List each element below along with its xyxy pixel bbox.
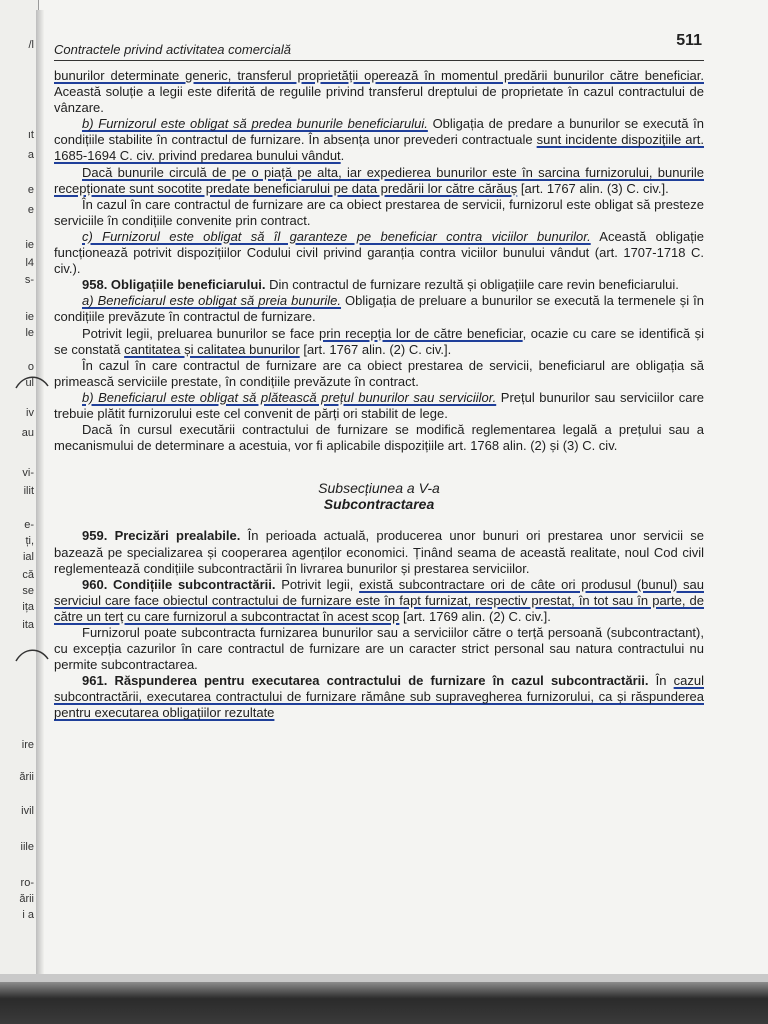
paragraph	[54, 277, 704, 293]
previous-page-edge	[0, 0, 39, 990]
paragraph-text: bunurilor determinate generic, transferul proprietății operează în momentul predării bunurilor către beneficiar.	[54, 68, 704, 83]
paragraphs-block-1	[54, 68, 704, 454]
paragraph-text: , ocazie cu care se identifică și se constată	[54, 325, 705, 357]
paragraph-text: b) Beneficiarul este obligat să plătească prețul bunurilor sau serviciilor.	[82, 389, 497, 405]
page-body	[54, 68, 704, 722]
paragraph-text: În	[648, 673, 674, 689]
paragraph	[54, 229, 704, 277]
section-heading-text: 959. Precizări prealabile.	[82, 528, 241, 544]
previous-page-fragment: /l	[28, 39, 34, 51]
paragraph-text: Furnizorul poate subcontracta furnizarea bunurilor sau a serviciilor către o terță persoană (subcontractant), cu excepția cazurilor în care contractul de furnizare are un caracter strict personal sau natura contractului nu permite subcontractarea.	[54, 625, 704, 673]
paragraph-text: [art. 1769 alin. (2) C. civ.].	[399, 608, 551, 624]
previous-page-fragment: a	[27, 149, 34, 161]
paragraph-text: sunt incidente dispozițiile art. 1685-1694 C. civ. privind predarea bunului vândut	[54, 132, 704, 164]
previous-page-fragment: ita	[22, 619, 34, 631]
header-rule	[54, 60, 704, 61]
previous-page-fragment: ița	[22, 601, 34, 613]
page-header	[54, 28, 704, 62]
previous-page-fragment: e	[27, 184, 34, 196]
paragraph	[54, 390, 704, 422]
paragraph	[54, 673, 704, 721]
paragraph-text: Potrivit legii, preluarea bunurilor se face	[82, 325, 319, 341]
scan-edge-dark	[0, 982, 768, 1024]
paragraph-text: .	[340, 148, 345, 164]
paragraph-text: b) Furnizorul este obligat să predea bunurile beneficiarului.	[82, 116, 428, 132]
previous-page-fragment: ire	[21, 739, 34, 751]
paragraph-text: [art. 1767 alin. (3) C. civ.].	[517, 180, 669, 196]
paragraph	[54, 197, 704, 229]
paragraph	[54, 165, 704, 197]
previous-page-fragment: se	[22, 585, 34, 597]
previous-page-fragment: ıt	[27, 129, 34, 141]
paragraph	[54, 293, 704, 325]
paragraph	[54, 528, 704, 576]
paragraph	[54, 422, 704, 454]
paragraph-text: În perioada actuală, producerea unor bunuri ori prestarea unor servicii se bazează pe specializarea și cooperarea agenților economici. Ținând seama de această realitate, noul Cod civil reglementează condițiile subcontractării în livrarea bunurilor și prestarea serviciilor.	[54, 528, 704, 576]
book-binding-shadow	[36, 10, 44, 980]
paragraph-text: În cazul în care contractul de furnizare are ca obiect prestarea de servicii, beneficiarul are obligația să primească serviciile prestate, în condițiile prevăzute în contract.	[54, 357, 704, 389]
paragraph-text: Prețul bunurilor sau serviciilor care trebuie plătit furnizorului este cel convenit de părți ori stabilit de lege.	[54, 389, 704, 421]
previous-page-fragment: iile	[20, 841, 34, 853]
paragraph-text: Dacă în cursul executării contractului de furnizare se modifică reglementarea legală a prețului sau a mecanismului de determinare a acestuia, vor fi aplicabile dispozițiile art. 1768 alin. (2) și (3) C. civ.	[54, 422, 704, 454]
paragraph-text: Această obligație funcționează potrivit dispozițiilor Codului civil privind garanția contra viciilor bunului vândut (art. 1707-1718 C. civ.).	[54, 228, 704, 277]
previous-page-fragment: ro-	[20, 877, 34, 889]
paragraphs-block-2	[54, 528, 704, 721]
paragraph-text: Potrivit legii,	[275, 576, 360, 592]
paragraph-text: c) Furnizorul este obligat să îl garanteze pe beneficiar contra viciilor bunurilor.	[82, 228, 591, 244]
subsection-title: Subcontractarea	[323, 496, 435, 513]
previous-page-fragment: ți,	[25, 535, 34, 547]
paragraph	[54, 625, 704, 673]
previous-page-fragment: e	[27, 204, 34, 216]
previous-page-fragment: ie	[25, 311, 34, 323]
subsection-label: Subsecțiunea a V-a	[318, 480, 440, 497]
previous-page-fragment: le	[25, 327, 34, 339]
paragraph-text: cantitatea și calitatea bunurilor	[124, 341, 300, 357]
previous-page-fragment: i a	[22, 909, 34, 921]
paragraph-text: În cazul în care contractul de furnizare are ca obiect prestarea de servicii, furnizorul este obligat să presteze serviciile în condițiile convenite prin contract.	[54, 196, 704, 228]
paragraph-text: Obligația de preluare a bunurilor se execută la termenele și în condițiile prevăzute în contractul de furnizare.	[54, 293, 704, 325]
running-title: Contractele privind activitatea comercială	[54, 42, 291, 57]
previous-page-fragment: ul	[25, 377, 34, 389]
previous-page-fragment: vi-	[22, 467, 34, 479]
section-heading-text: 960. Condițiile subcontractării.	[82, 576, 276, 592]
page-number: 511	[676, 32, 702, 49]
previous-page-fragment: ării	[19, 771, 34, 783]
paragraph-text: Dacă bunurile circulă de pe o piață pe alta, iar expedierea bunurilor este în sarcina furnizorului, bunurile recepționate sunt socotite predate beneficiarului pe data predării lor către cărăuș	[54, 164, 704, 196]
previous-page-fragment: au	[21, 427, 34, 439]
previous-page-fragment: ie	[25, 239, 34, 251]
paragraph-text: există subcontractare ori de câte ori produsul (bunul) sau serviciul care face obiectul contractului de furnizare este în fapt furnizat, respectiv prestat, în tot sau în parte, de către un terț cu care furnizorul a subcontractat în acest scop	[54, 576, 704, 624]
paragraph-text: Obligația de predare a bunurilor se execută în condițiile stabilite în contractul de furnizare. În absența unor prevederi contractuale	[54, 116, 704, 148]
previous-page-fragment: o	[27, 361, 34, 373]
previous-page-fragment: ilit	[23, 485, 34, 497]
previous-page-fragment: e-	[24, 519, 34, 531]
paragraph-text: cazul subcontractării, executarea contractului de furnizare rămâne sub supravegherea furnizorului, ca și răspunderea pentru executarea obligațiilor rezultate	[54, 673, 704, 721]
previous-page-fragment: s-	[24, 274, 34, 286]
previous-page-fragment: iv	[26, 407, 34, 419]
section-heading-text: 961. Răspunderea pentru executarea contractului de furnizare în cazul subcontractării.	[82, 673, 649, 689]
previous-page-fragment: ării	[19, 893, 34, 905]
paragraph	[54, 358, 704, 390]
paragraph-text: [art. 1767 alin. (2) C. civ.].	[299, 341, 452, 357]
subsection-heading	[54, 480, 704, 512]
section-heading-text: 958. Obligațiile beneficiarului.	[82, 277, 266, 293]
paragraph	[54, 326, 704, 358]
previous-page-fragment: că	[22, 569, 34, 581]
paragraph-text: Din contractul de furnizare rezultă și obligațiile care revin beneficiarului.	[265, 277, 679, 293]
book-page	[50, 28, 710, 983]
paragraph	[54, 116, 704, 164]
scan-edge-light	[0, 974, 768, 982]
paragraph-text: prin recepția lor de către beneficiar	[319, 325, 523, 341]
previous-page-fragment: ivil	[21, 805, 34, 817]
paragraph-text: a) Beneficiarul este obligat să preia bunurile.	[82, 293, 342, 309]
paragraph	[54, 68, 704, 116]
paragraph-text: Această soluție a legii este diferită de regulile privind transferul dreptului de proprietate în cazul contractului de vânzare.	[54, 84, 704, 116]
previous-page-fragment: ial	[22, 551, 34, 563]
paragraph	[54, 577, 704, 625]
previous-page-fragment: l4	[25, 257, 34, 269]
